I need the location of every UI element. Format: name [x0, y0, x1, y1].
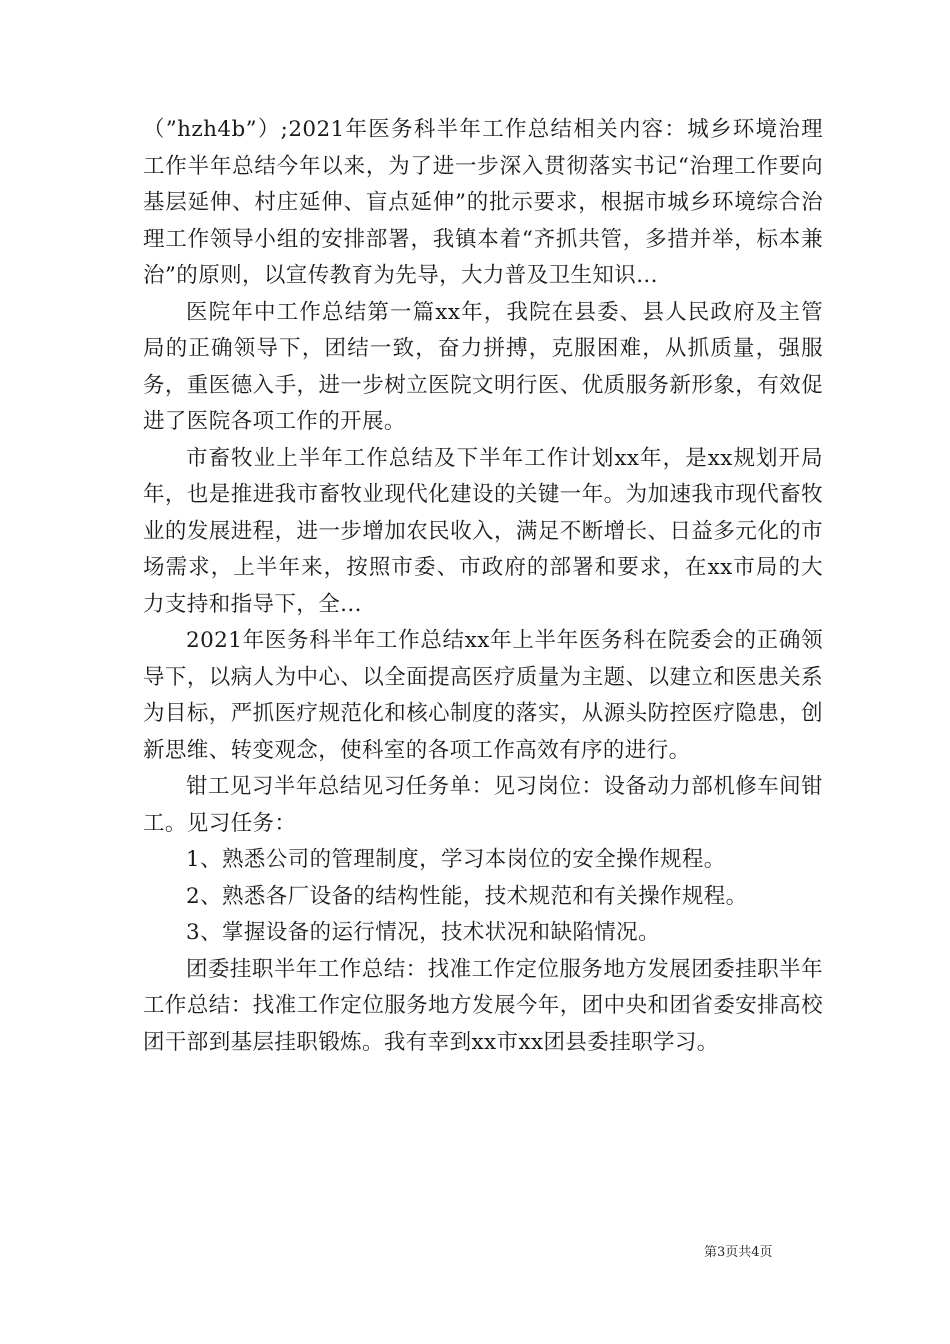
paragraph-hospital-midyear: 医院年中工作总结第一篇xx年，我院在县委、县人民政府及主管局的正确领导下，团结一致，奋力拼搏，克服困难，从抓质量，强服务，重医德入手，进一步树立医院文明行医、优质服务新形象，有效促进了医院各项工作的开展。: [143, 299, 823, 434]
paragraph-task-3: 3、掌握设备的运行情况，技术状况和缺陷情况。: [186, 920, 660, 945]
document-body: [143, 112, 823, 1061]
paragraph-task-2: 2、熟悉各厂设备的结构性能，技术规范和有关操作规程。: [186, 883, 748, 909]
paragraph-task-1: 1、熟悉公司的管理制度，学习本岗位的安全操作规程。: [186, 847, 726, 872]
paragraph-medical-affairs: 2021年医务科半年工作总结xx年上半年医务科在院委会的正确领导下，以病人为中心、以全面提高医疗质量为主题、以建立和医患关系为目标，严抓医疗规范化和核心制度的落实，从源头防控医疗隐患，创新思维、转变观念，使科室的各项工作高效有序的进行。: [143, 628, 823, 763]
paragraph-league-committee: 团委挂职半年工作总结：找准工作定位服务地方发展团委挂职半年工作总结：找准工作定位服务地方发展今年，团中央和团省委安排高校团干部到基层挂职锻炼。我有幸到xx市xx团县委挂职学习。: [143, 956, 823, 1055]
paragraph-livestock-plan: 市畜牧业上半年工作总结及下半年工作计划xx年，是xx规划开局年，也是推进我市畜牧业现代化建设的关键一年。为加速我市现代畜牧业的发展进程，进一步增加农民收入，满足不断增长、日益多元化的市场需求，上半年来，按照市委、市政府的部署和要求，在xx市局的大力支持和指导下，全...: [143, 445, 823, 617]
paragraph-intro: （”hzh4b”）;2021年医务科半年工作总结相关内容：城乡环境治理工作半年总结今年以来，为了进一步深入贯彻落实书记“治理工作要向基层延伸、村庄延伸、盲点延伸”的批示要求，根据市城乡环境综合治理工作领导小组的安排部署，我镇本着“齐抓共管，多措并举，标本兼治”的原则，以宣传教育为先导，大力普及卫生知识...: [143, 117, 823, 288]
page-number-footer: 第3页共4页: [704, 1245, 773, 1260]
paragraph-fitter-internship: 钳工见习半年总结见习任务单：见习岗位：设备动力部机修车间钳工。见习任务：: [143, 774, 823, 836]
